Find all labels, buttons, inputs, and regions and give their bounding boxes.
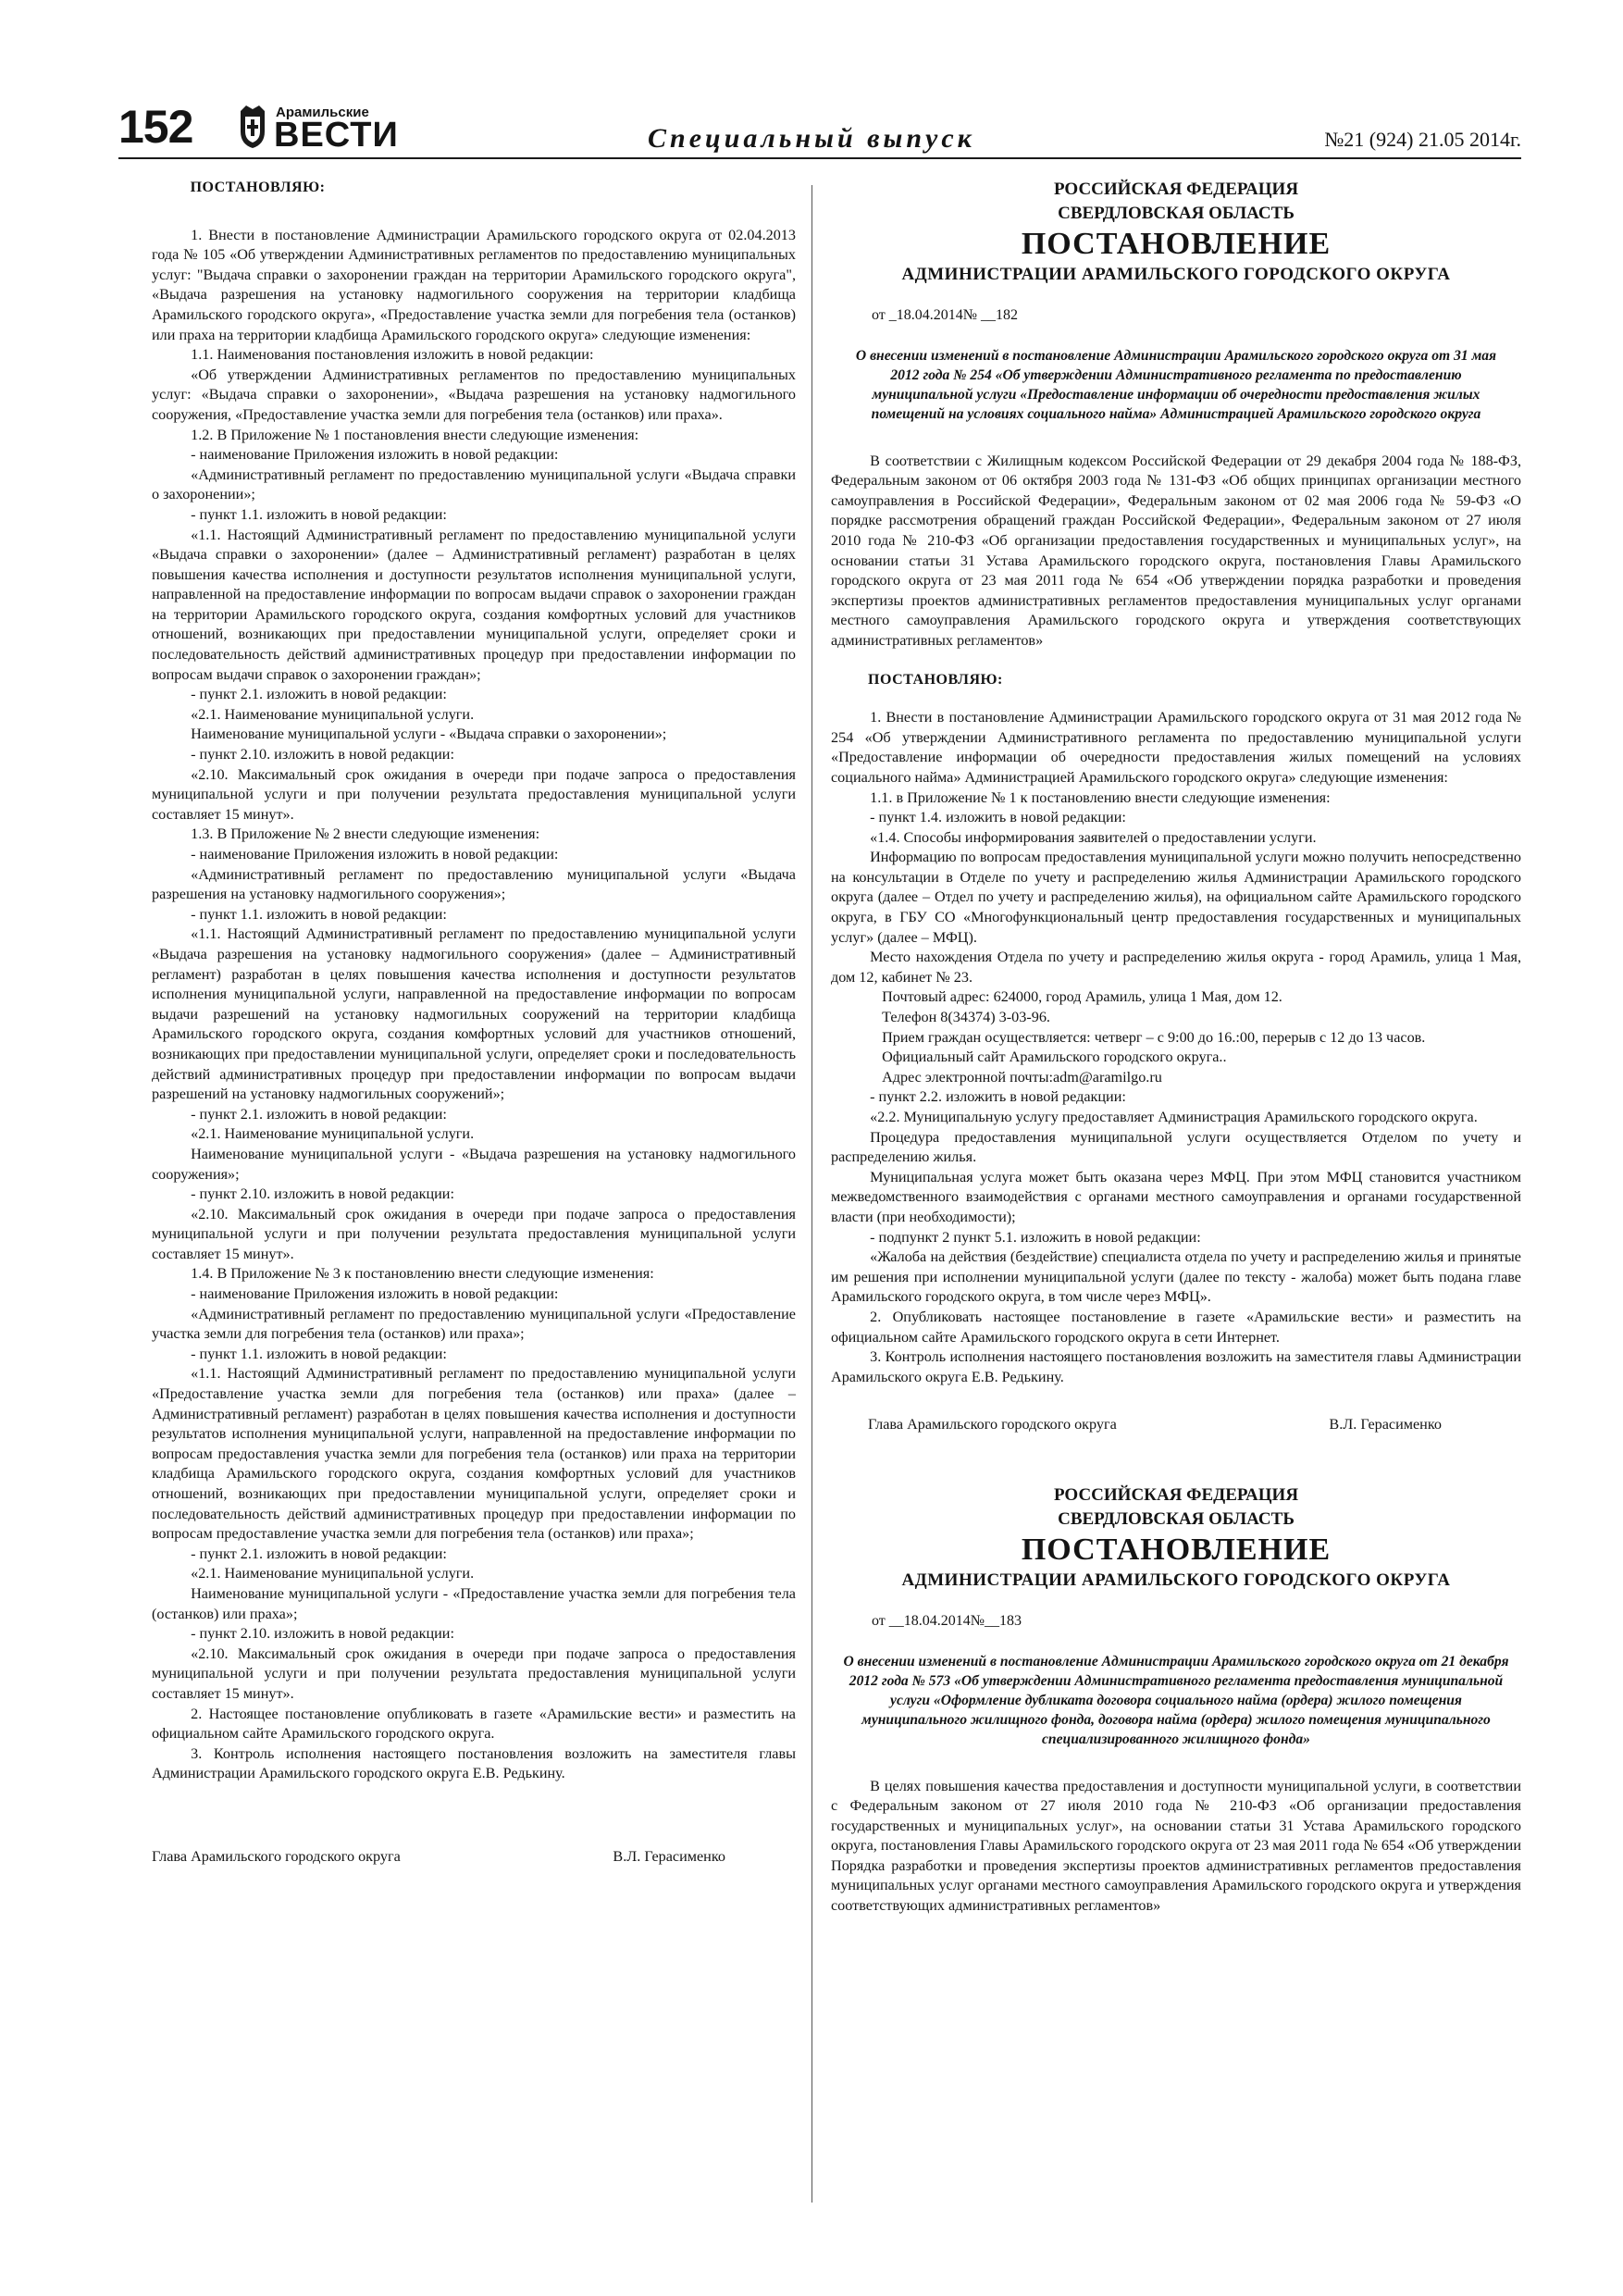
paragraph: 2. Опубликовать настоящее постановление в газете «Арамильские вести» и разместить на официальном сайте Арамильского городского округа в сети Интернет. (831, 1308, 1521, 1346)
logo-top-text: Арамильские (276, 105, 369, 120)
paragraph: «Административный регламент по предоставлению муниципальной услуги «Выдача справки о захоронении»; (152, 465, 796, 503)
paragraph: - пункт 1.1. изложить в новой редакции: (191, 505, 447, 523)
decree-title: ПОСТАНОВЛЕНИЕ (1021, 1532, 1332, 1567)
paragraph: - наименование Приложения изложить в новой редакции: (191, 1285, 559, 1303)
paragraph: «2.1. Наименование муниципальной услуги. (191, 1565, 475, 1582)
paragraph: Прием граждан осуществляется: четверг – с 9:00 до 16.:00, перерыв с 12 до 13 часов. (882, 1028, 1426, 1046)
paragraph: «2.1. Наименование муниципальной услуги. (191, 705, 475, 723)
paragraph: «2.10. Максимальный срок ожидания в очереди при подаче запроса о предоставления муниципальной услуги и при получении результата предоставления муниципальной услуги составляет 15 минут». (152, 1205, 796, 1262)
paragraph: - пункт 2.10. изложить в новой редакции: (191, 1625, 454, 1643)
paragraph: - пункт 2.1. изложить в новой редакции: (191, 686, 447, 703)
decree-date: от _18.04.2014№ __182 (872, 307, 1019, 323)
paragraph: 2. Настоящее постановление опубликовать в газете «Арамильские вести» и разместить на официальном сайте Арамильского городского округа. (152, 1705, 796, 1743)
logo-main-text: ВЕСТИ (274, 116, 399, 155)
paragraph: 1.1. Наименования постановления изложить в новой редакции: (191, 346, 594, 364)
signature-name: В.Л. Герасименко (613, 1847, 725, 1865)
paragraph: «Об утверждении Административных регламентов по предоставлению муниципальных услуг: «Выдача справки о захоронении», «Выдача разрешения на установку надмогильного сооружения, «Предоставление участка земли для погребения тела (останков) или праха». (152, 366, 796, 423)
paragraph: Муниципальная услуга может быть оказана через МФЦ. При этом МФЦ становится участником межведомственного взаимодействия с органами местного самоуправления и органами государственной власти (при необходимости); (831, 1168, 1521, 1225)
paragraph: - подпункт 2 пункт 5.1. изложить в новой редакции: (870, 1228, 1201, 1246)
paragraph: Место нахождения Отдела по учету и распределению жилья округа - город Арамиль, улица 1 Мая, дом 12, кабинет № 23. (831, 949, 1521, 986)
resolve-heading: ПОСТАНОВЛЯЮ: (868, 671, 1003, 688)
issue-number: №21 (924) 21.05 2014г. (1324, 128, 1521, 151)
preamble: В соответствии с Жилищным кодексом Российской Федерации от 29 декабря 2004 года № 188-ФЗ, Федеральным законом от 06 октября 2003 года № 131-ФЗ «Об общих принципах организации местного самоуправления в Российской Федерации», Федеральным законом от 02 мая 2006 года № 59-ФЗ «О порядке рассмотрения обращений граждан Российской Федерации», Федеральным законом от 27 июля 2010 года № 210-ФЗ «Об организации предоставления государственных и муниципальных услуг», на основании статьи 31 Устава Арамильского городского округа, постановления Главы Арамильского городского округа от 23 мая 2011 года № 654 «Об утверждении порядка разработки и проведения экспертизы проектов административных регламентов предоставления муниципальных услуг органами местного самоуправления Арамильского городского округа и утверждения соответствующих административных регламентов» (831, 452, 1521, 649)
paragraph: 3. Контроль исполнения настоящего постановления возложить на заместителя главы Администрации Арамильского округа Е.В. Редькину. (831, 1348, 1521, 1385)
paragraph: - пункт 2.10. изложить в новой редакции: (191, 1185, 454, 1203)
admin-line: АДМИНИСТРАЦИИ АРАМИЛЬСКОГО ГОРОДСКОГО ОКРУГА (901, 1570, 1451, 1590)
state-line-1: РОССИЙСКАЯ ФЕДЕРАЦИЯ (1053, 1484, 1299, 1505)
signature-title: Глава Арамильского городского округа (868, 1416, 1117, 1433)
right-column (831, 178, 1521, 1917)
decree-subject: О внесении изменений в постановление Администрации Арамильского городского округа от 21 декабря 2012 года № 573 «Об утверждении Административного регламента предоставления муниципальной услуги «Оформление дубликата договора социального найма (ордера) жилого помещения муниципального жилищного фонда, договора найма (ордера) жилого помещения муниципального специализированного жилищного фонда» (843, 1653, 1509, 1747)
paragraph: - пункт 1.4. изложить в новой редакции: (870, 809, 1126, 826)
paragraph: - пункт 2.10. изложить в новой редакции: (191, 746, 454, 763)
paragraph: Наименование муниципальной услуги - «Выдача справки о захоронении»; (191, 726, 667, 743)
paragraph: «Административный регламент по предоставлению муниципальной услуги «Предоставление участка земли для погребения тела (останков) или праха»; (152, 1305, 796, 1343)
state-line-1: РОССИЙСКАЯ ФЕДЕРАЦИЯ (1053, 180, 1299, 199)
paragraph: - наименование Приложения изложить в новой редакции: (191, 446, 559, 464)
paragraph: - пункт 2.1. изложить в новой редакции: (191, 1105, 447, 1123)
paragraph: «2.10. Максимальный срок ожидания в очереди при подаче запроса о предоставления муниципальной услуги и при получении результата предоставления муниципальной услуги составляет 15 минут». (152, 1644, 796, 1702)
signature-name: В.Л. Герасименко (1329, 1416, 1442, 1433)
paragraph: 3. Контроль исполнения настоящего постановления возложить на заместителя главы Администрации Арамильского городского округа Е.В. Редькину. (152, 1744, 796, 1782)
state-line-2: СВЕРДЛОВСКАЯ ОБЛАСТЬ (1058, 204, 1295, 223)
header-rule (118, 157, 1521, 159)
paragraph: 1.3. В Приложение № 2 внести следующие изменения: (191, 825, 540, 843)
paragraph: 1.2. В Приложение № 1 постановления внести следующие изменения: (191, 426, 639, 443)
decree-date: от __18.04.2014№__183 (872, 1612, 1022, 1629)
paragraph: Наименование муниципальной услуги - «Выдача разрешения на установку надмогильного сооружения»; (152, 1145, 796, 1183)
paragraph: «2.10. Максимальный срок ожидания в очереди при подаче запроса о предоставления муниципальной услуги и при получении результата предоставления муниципальной услуги составляет 15 минут». (152, 765, 796, 823)
page-number: 152 (118, 101, 193, 153)
crest-icon (239, 104, 266, 150)
newspaper-logo (239, 104, 399, 155)
decree-subject: О внесении изменений в постановление Администрации Арамильского городского округа от 31 мая 2012 года № 254 «Об утверждении Административного регламента по предоставлению муниципальной услуги «Предоставление информации об очередности предоставления жилых помещений на условиях социального найма» Администрацией Арамильского городского округа (855, 347, 1497, 422)
paragraph: - пункт 2.1. изложить в новой редакции: (191, 1545, 447, 1562)
paragraph: «Жалоба на действия (бездействие) специалиста отдела по учету и распределению жилья и принятые им решения при исполнении муниципальной услуги (далее по тексту - жалоба) может быть подана главе Арамильского городского округа, в том числе через МФЦ». (831, 1248, 1521, 1306)
spacer (152, 1784, 796, 1810)
preamble: В целях повышения качества предоставления и доступности муниципальной услуги, в соответствии с Федеральным законом от 27 июля 2010 года № 210-ФЗ «Об организации предоставления государственных и муниципальных услуг», на основании статьи 31 Устава Арамильского городского округа, постановления Главы Арамильского городского округа от 23 мая 2011 года № 654 «Об утверждении Порядка разработки и проведения экспертизы проектов административных регламентов предоставления муниципальных услуг органами местного самоуправления Арамильского городского округа и утверждения соответствующих административных регламентов» (831, 1777, 1521, 1915)
left-column (152, 178, 796, 1868)
paragraph: Телефон 8(34374) 3-03-96. (882, 1009, 1050, 1026)
paragraph: - наименование Приложения изложить в новой редакции: (191, 846, 559, 863)
paragraph: «2.1. Наименование муниципальной услуги. (191, 1125, 475, 1143)
paragraph: 1. Внести в постановление Администрации Арамильского городского округа от 02.04.2013 года № 105 «Об утверждении Административных регламентов по предоставлению муниципальных услуг: "Выдача справки о захоронении граждан на территории Арамильского городского округа", «Выдача разрешения на установку надмогильного сооружения на территории кладбища Арамильского городского округа», «Предоставление участка земли для погребения тела (останков) или праха на территории кладбища Арамильского городского округа» следующие изменения: (152, 226, 796, 343)
paragraph: - пункт 1.1. изложить в новой редакции: (191, 1345, 447, 1362)
issue-label: Специальный выпуск (648, 123, 975, 154)
paragraph: 1.4. В Приложение № 3 к постановлению внести следующие изменения: (191, 1265, 654, 1283)
paragraph: «1.1. Настоящий Административный регламент по предоставлению муниципальной услуги «Выдача справки о захоронении» (далее – Административный регламент) разработан в целях повышения качества исполнения и доступности результатов исполнения муниципальной услуги, направленной на предоставление информации по вопросам выдачи справок о захоронении граждан на территории Арамильского городского округа, создания комфортных условий для участников отношений, возникающих при предоставлении муниципальной услуги, определяет сроки и последовательность действий административных процедур при предоставлении информации по вопросам выдачи справок о захоронении граждан»; (152, 526, 796, 683)
paragraph: - пункт 1.1. изложить в новой редакции: (191, 905, 447, 923)
decree-title: ПОСТАНОВЛЕНИЕ (1021, 227, 1332, 261)
state-line-2: СВЕРДЛОВСКАЯ ОБЛАСТЬ (1058, 1508, 1295, 1529)
paragraph: Процедура предоставления муниципальной услуги осуществляется Отделом по учету и распределению жилья. (831, 1128, 1521, 1166)
signature-title: Глава Арамильского городского округа (152, 1847, 401, 1865)
spacer (831, 1435, 1521, 1483)
signature-block (868, 1415, 1442, 1435)
paragraph: Информацию по вопросам предоставления муниципальной услуги можно получить непосредственно на консультации в Отделе по учету и распределению жилья Администрации Арамильского городского округа (далее – Отдел по учету и распределению жилья), на официальном сайте Арамильского городского округа, в ГБУ СО «Многофункциональный центр предоставления государственных и муниципальных услуг» (далее – МФЦ). (831, 849, 1521, 946)
paragraph: 1.1. в Приложение № 1 к постановлению внести следующие изменения: (870, 788, 1331, 806)
paragraph: «2.2. Муниципальную услугу предоставляет Администрация Арамильского городского округа. (870, 1109, 1478, 1125)
paragraph: Наименование муниципальной услуги - «Предоставление участка земли для погребения тела (останков) или праха»; (152, 1584, 796, 1622)
paragraph: «Административный регламент по предоставлению муниципальной услуги «Выдача разрешения на установку надмогильного сооружения»; (152, 865, 796, 903)
signature-block (152, 1847, 725, 1868)
paragraph: 1. Внести в постановление Администрации Арамильского городского округа от 31 мая 2012 года № 254 «Об утверждении Административного регламента по предоставлению муниципальной услуги «Предоставление информации об очередности предоставления жилых помещений на условиях социального найма» Администрацией Арамильского городского округа» следующие изменения: (831, 709, 1521, 786)
admin-line: АДМИНИСТРАЦИИ АРАМИЛЬСКОГО ГОРОДСКОГО ОКРУГА (901, 265, 1451, 284)
paragraph: «1.1. Настоящий Административный регламент по предоставлению муниципальной услуги «Выдача разрешения на установку надмогильного сооружения» (далее – Административный регламент) разработан в целях повышения качества исполнения и доступности результатов исполнения муниципальной услуги, направленной на предоставление информации по вопросам выдачи разрешений на установку надмогильных сооружений на территории кладбища Арамильского городского округа, создания комфортных условий для участников отношений, возникающих при предоставлении муниципальной услуги, определяет сроки и последовательность действий административных процедур при предоставлении информации по вопросам выдачи разрешений на установку надмогильных сооружений»; (152, 925, 796, 1103)
paragraph: «1.1. Настоящий Административный регламент по предоставлению муниципальной услуги «Предоставление участка земли для погребения тела (останков) или праха» (далее – Административный регламент) разработан в целях повышения качества исполнения и доступности результатов исполнения муниципальной услуги, направленной на предоставление информации по вопросам предоставления участка земли для погребения тела (останков) или праха на территории кладбища Арамильского городского округа, создания комфортных условий для участников отношений, возникающих при предоставлении муниципальной услуги, определяет сроки и последовательность действий административных процедур при предоставлении информации по вопросам предоставление участка земли для погребения тела (останков) или праха»; (152, 1365, 796, 1543)
paragraph: Адрес электронной почты:adm@aramilgo.ru (882, 1068, 1162, 1086)
paragraph: «1.4. Способы информирования заявителей о предоставлении услуги. (870, 828, 1317, 846)
resolve-heading: ПОСТАНОВЛЯЮ: (190, 180, 326, 195)
paragraph: Официальный сайт Арамильского городского округа.. (882, 1049, 1227, 1066)
paragraph: Почтовый адрес: 624000, город Арамиль, улица 1 Мая, дом 12. (882, 988, 1282, 1006)
paragraph: - пункт 2.2. изложить в новой редакции: (870, 1088, 1126, 1106)
